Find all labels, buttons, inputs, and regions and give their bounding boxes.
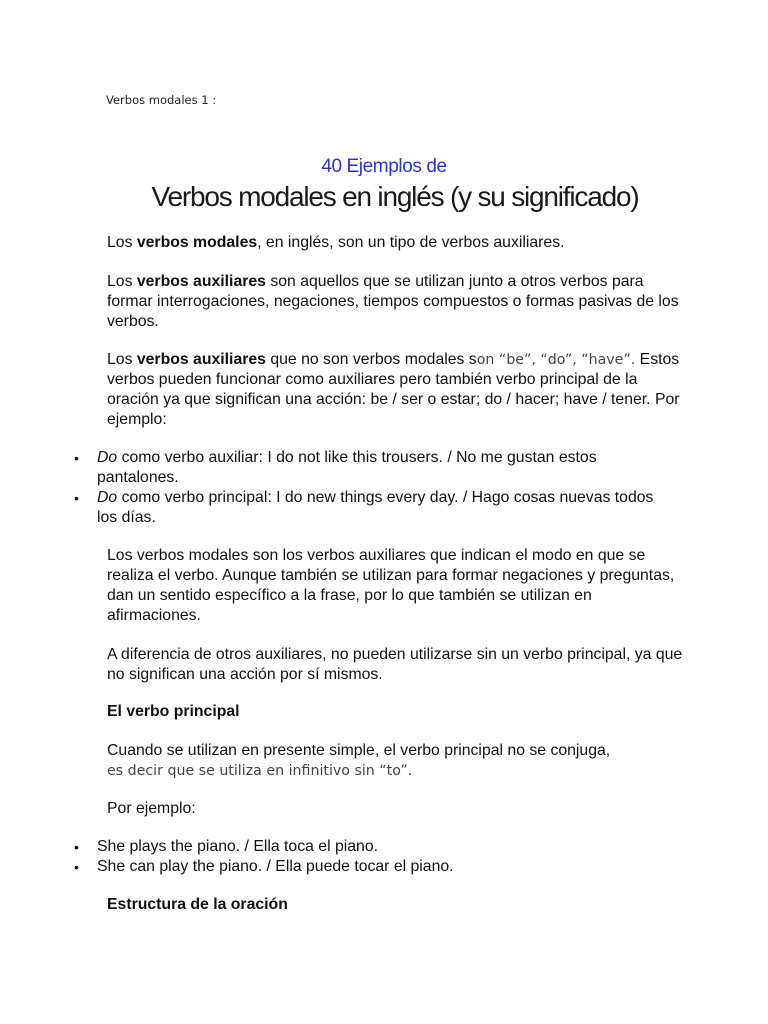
text-run: Los [107,351,137,368]
bullet-icon: • [74,490,79,506]
paragraph-intro-2 [107,272,687,332]
piano-examples-list [0,837,768,877]
bold-term: verbos auxiliares [136,351,266,368]
text-run: Los [107,273,137,290]
paragraph-intro-1 [107,233,687,253]
text-run: son aquellos que se utilizan junto a otros verbos para formar interrogaciones, negaciones, tiempos compuestos o formas pasivas de los verbos. [107,273,679,330]
list-item-text: She plays the piano. / Ella toca el piano. [97,838,379,855]
list-item [0,837,657,857]
paragraph-intro-3 [107,350,687,430]
document-kicker: Verbos modales 1 : [106,93,217,107]
text-run-light: on “be”, “do”, “have”. [476,352,636,368]
bullet-icon: • [74,859,79,875]
list-item [0,448,657,488]
paragraph-modal-definition: Los verbos modales son los verbos auxiliares que indican el modo en que se realiza el verbo. Aunque también se utilizan para formar negaciones y preguntas, dan un sentido específico a la frase, por lo que también se utilizan en afirmaciones. [107,547,675,624]
italic-term: Do [97,449,118,466]
section-heading-sentence-structure: Estructura de la oración [107,896,288,913]
list-item [0,488,657,528]
text-run: , en inglés, son un tipo de verbos auxiliares. [257,234,565,251]
text-run: que no son verbos modales s [265,351,477,368]
text-run: Los [107,234,137,251]
paragraph-difference: A diferencia de otros auxiliares, no pueden utilizarse sin un verbo principal, ya que no significan una acción por sí mismos. [107,646,683,683]
section-heading-main-verb: El verbo principal [107,703,240,720]
list-item-text: como verbo principal: I do new things every day. / Hago cosas nuevas todos los días. [97,489,654,526]
text-run: Cuando se utilizan en presente simple, el verbo principal no se conjuga, [107,742,611,759]
list-item [0,857,657,877]
paragraph-present-simple [107,741,687,781]
text-run-light: es decir que se utiliza en infinitivo sin “to”. [107,763,413,779]
bullet-icon: • [74,450,79,466]
list-item-text: She can play the piano. / Ella puede tocar el piano. [97,858,454,875]
list-item-text: como verbo auxiliar: I do not like this trousers. / No me gustan estos pantalones. [97,449,597,486]
italic-term: Do [97,489,118,506]
document-title: Verbos modales en inglés (y su significado) [151,181,639,212]
bullet-icon: • [74,839,79,855]
bold-term: verbos modales [136,234,258,251]
text-run: Estos verbos pueden funcionar como auxiliares pero también verbo principal de la oración ya que significan una acción: be / ser o estar; do / hacer; have / tener. Por ejemplo: [107,351,680,428]
document-subtitle: 40 Ejemplos de [321,156,447,177]
do-examples-list [0,448,768,528]
bold-term: verbos auxiliares [136,273,266,290]
paragraph-example-intro: Por ejemplo: [107,800,196,817]
